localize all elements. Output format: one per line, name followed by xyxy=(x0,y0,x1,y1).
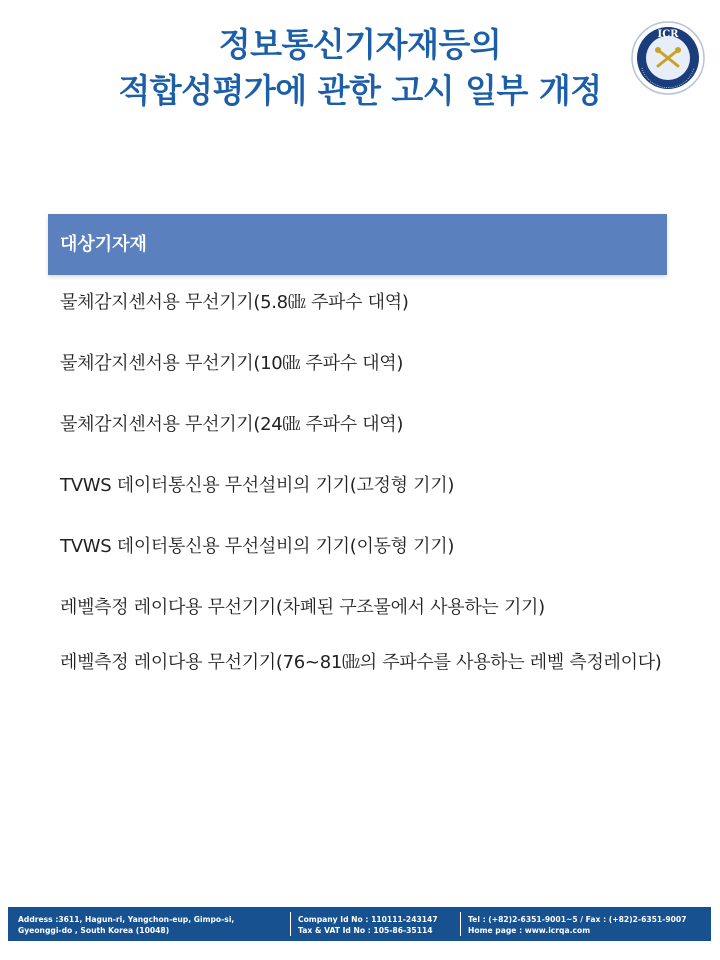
footer-company xyxy=(298,914,458,936)
footer-company-line1: Company Id No : 110111-243147 xyxy=(298,915,438,924)
footer-divider xyxy=(290,912,291,936)
footer-address-line2: Gyeonggi-do , South Korea (10048) xyxy=(18,926,170,935)
page-title-line1: 정보통신기자재등의 xyxy=(218,25,502,64)
footer-address-line1: Address :3611, Hagun-ri, Yangchon-eup, Gimpo-si, xyxy=(18,915,235,924)
list-item: 물체감지센서용 무선기기(24㎓ 주파수 대역) xyxy=(60,414,404,435)
icr-seal-logo xyxy=(630,20,706,96)
footer-contact xyxy=(468,914,708,936)
list-item: 레벨측정 레이다용 무선기기(76~81㎓의 주파수를 사용하는 레벨 측정레이다) xyxy=(60,652,662,673)
footer-divider xyxy=(460,912,461,936)
footer-bar xyxy=(8,907,711,941)
target-equipment-header xyxy=(48,214,667,275)
list-item: 레벨측정 레이다용 무선기기(차폐된 구조물에서 사용하는 기기) xyxy=(60,597,545,618)
page-title xyxy=(60,22,660,114)
page-title-line2: 적합성평가에 관한 고시 일부 개정 xyxy=(118,71,602,110)
list-item: 물체감지센서용 무선기기(5.8㎓ 주파수 대역) xyxy=(60,292,409,313)
logo-text: ICR xyxy=(657,29,679,40)
footer-contact-line2: Home page : www.icrqa.com xyxy=(468,926,591,935)
footer-company-line2: Tax & VAT Id No : 105-86-35114 xyxy=(298,926,433,935)
equipment-list xyxy=(60,286,670,701)
list-item: TVWS 데이터통신용 무선설비의 기기(이동형 기기) xyxy=(60,536,455,557)
target-equipment-header-label: 대상기자재 xyxy=(60,234,147,255)
footer-address xyxy=(18,914,288,936)
list-item: 물체감지센서용 무선기기(10㎓ 주파수 대역) xyxy=(60,353,404,374)
footer-contact-line1: Tel : (+82)2-6351-9001~5 / Fax : (+82)2-6351-9007 xyxy=(468,915,687,924)
list-item: TVWS 데이터통신용 무선설비의 기기(고정형 기기) xyxy=(60,475,455,496)
